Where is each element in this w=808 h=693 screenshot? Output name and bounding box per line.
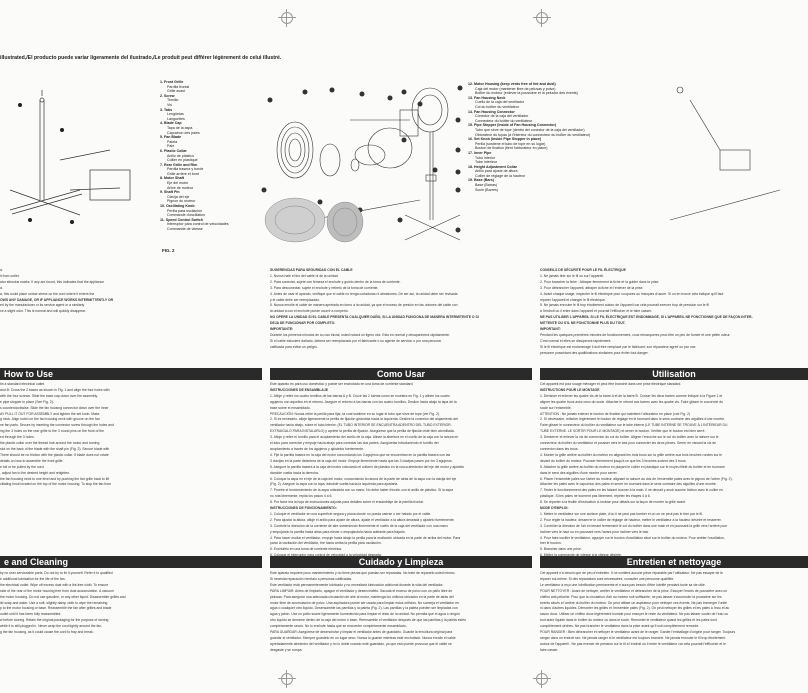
text-line: chiffon anti-peluche. Pour que la circulation d'air au moteur soit suffisante, ne pas laisser s'accumuler la poussière sur les bbox=[540, 594, 722, 599]
english-cord-safety bbox=[0, 268, 262, 378]
text-line: 3. Desserrer et enlever la vis de connexion du col du boîtier. Aligner l'encoche sur le col du boîtier avec la rainure sur le bbox=[540, 435, 719, 440]
text-line: Este ventilador está permanentemente lubricado y no necesitará lubricación adicional durante la vida del ventilador. bbox=[270, 582, 444, 587]
text-line: Attacher les pales avec le capuchon des pales et serrer en tournant dans le sens contraire des aiguilles d'une montre. bbox=[540, 482, 717, 487]
text-line: 3. Pour débrancher l'appareil, attraper la fiche et l'enlever de la prise. bbox=[540, 285, 644, 290]
part-name-es: Parrilla frontal bbox=[167, 84, 190, 89]
part-name: 2. Screw bbox=[160, 93, 175, 98]
part-name: 12. Motor Housing (keep vents free of lint and dust) bbox=[468, 82, 556, 86]
text-line: 2. Pour brancher la fiche : Attraper fermement la fiche et la guider dans la prise. bbox=[540, 279, 660, 284]
text-line: 5. Attacher la grille arrière au boîtier du moteur en plaçant le collier en plastique sur le moyeu fileté du boîtier et en tournant bbox=[540, 464, 725, 469]
text-line: 2. Para conectar, sujete con firmeza el enchufe y guíelo dentro de la toma de corriente. bbox=[270, 279, 401, 284]
text-line: ranger dans un endroit sec. Ne jamais ranger si le ventilateur est toujours branché. Ne jamais enrouler le fil trop étroitement bbox=[540, 635, 726, 640]
text-line: ild soap and water. Use a soft, slightly damp cloth to wipe the remaining bbox=[0, 600, 108, 605]
figure-label: FIG. 2 bbox=[162, 248, 175, 253]
text-line: C'est normal et elles se dissiperont rapidement. bbox=[540, 338, 612, 343]
part-name: 7. Rear Grille and Rim bbox=[160, 162, 198, 167]
text-line: and B. Cross the 2 bases as shown in Fig. 1 and align the four holes with bbox=[0, 387, 110, 392]
part-name-fr: Socle (Barres) bbox=[475, 187, 498, 192]
text-line: réparer l'appareil et changer le fil électrique. bbox=[540, 297, 606, 302]
text-line: the electrical outlet. Wipe off excess dust with a lint-free cloth. To ensure bbox=[0, 582, 109, 587]
text-line: 6. Coloque la aspa en el eje de la caja del motor, concordando la ranura de la parte de atrás de la aspa con la clavija del eje bbox=[270, 476, 457, 481]
text-line: s counterclockwise. Slide the fan housing connector down over the inner bbox=[0, 405, 109, 410]
part-name-es: Tubo que sirve de tope (dentro del conector de la caja del ventilador) bbox=[475, 127, 585, 132]
text-line: the fan housing neck to one level and by pushing the fan grille back to lift bbox=[0, 476, 110, 481]
text-line: POUR RANGER : Bien débrancher et nettoyer le ventilateur avant de le ranger. Garder l'emballage d'origine pour ranger. Toujours bbox=[540, 630, 736, 635]
part-name-es: Anillo de plástico bbox=[167, 153, 194, 158]
text-line: base sobre el ensamblado. bbox=[270, 405, 311, 410]
part-name-fr: Grille arrière et bord bbox=[167, 171, 199, 176]
text-line: ni dans d'autres liquides. Démonter les grilles et l'ensemble pales (Fig. 2). On peut nettoyer les grilles et les pales à l'eau et au bbox=[540, 606, 730, 611]
part-name: 19. Base (Bars) bbox=[468, 178, 494, 183]
text-line: Este aparato es para uso doméstico y puede ser enchufado en una toma de corriente standard. bbox=[270, 382, 414, 386]
text-line: POUR NETTOYER : Avant de nettoyer, arrêter le ventilateur et débrancher de la prise. Essuyer l'excès de poussière avec un bbox=[540, 588, 728, 593]
text-line: ventilador hacia abajo, sobre el tubo interior. (EL TUBO INTERIOR SE ENCUENTRA ADENTRO DEL TUBO EXTERIOR. bbox=[270, 423, 452, 428]
text-line: 2. Pour régler la hauteur, desserrer le collier de réglage de hauteur, mettre le ventilateur à la hauteur désirée et resserrer. bbox=[540, 517, 722, 522]
text-line: Durante los primeros minutos de su uso inicial, usted notará un ligero olor. Esto es normal y desaparecerá rápidamente. bbox=[270, 332, 450, 337]
text-line: g the fan housing, as it could cause the cord to fray and break. bbox=[0, 630, 94, 635]
part-name-fr: Bouton de fixation (tient l'obturateur en place) bbox=[475, 146, 548, 151]
part-name-fr: Connecteur du boîtier du ventilateur bbox=[475, 118, 533, 123]
part-name: 9. Shaft Pin bbox=[160, 190, 180, 195]
text-line: , adjust fan to the desired height and retighten. bbox=[0, 470, 70, 475]
part-name-fr: Obturateur du tuyau (à l'intérieur du connecteur du boîtier du ventilateur) bbox=[475, 132, 591, 137]
part-name-fr: Tube intérieur bbox=[475, 160, 498, 165]
text-line: guardar el ventilador. Siempre guárdelo en un lugar seco. Nunca lo guarde mientras esté enchufado. Nunca enrolle el cable bbox=[270, 635, 456, 640]
text-line: 1. Ne jamais tirer sur le fil ou sur l'appareil. bbox=[540, 273, 604, 278]
text-line: à l'endroit où il entre dans l'appareil et pourrait l'effilocher et le faire casser. bbox=[540, 309, 652, 314]
part-name: 3. Tabs bbox=[160, 107, 173, 112]
text-line: évents situés à l'arrière du boîtier du moteur. On peut utiliser un aspirateur pour nettoyer ces évents. Ne pas immerger l'unité bbox=[540, 600, 727, 605]
text-line: d. bbox=[0, 285, 3, 290]
text-line: réparer soi-même. Si des réparations sont nécessaires, consulter une personne qualifiée. bbox=[540, 576, 675, 581]
part-name-es: Base (Barras) bbox=[475, 183, 498, 188]
text-line: AY PULL IT OUT FOR ASSEMBLY and tighten the set knob. Make bbox=[0, 411, 100, 416]
text-line: desgaste y se rompa. bbox=[270, 647, 303, 652]
part-name: 6. Plastic Collar bbox=[160, 148, 187, 153]
text-line: Si necesita reparación remítalo a personas calificadas. bbox=[270, 576, 353, 581]
registration-mark-top-left bbox=[281, 12, 293, 24]
text-line: aligner les quatre trous avec ceux du socle. Attacher le rebord aux barres avec les quatre vis. Faire glisser le couvercle du bbox=[540, 399, 723, 404]
assembly-illustration-right bbox=[660, 70, 808, 250]
text-line: agujeros con aquellos en el retorno. Asegure el retorno a las barras con los cuatro tornillos. Deslice hacia abajo la tapa de la bbox=[270, 399, 457, 404]
text-line: Le ventilateur a reçu une lubrification permanente et n'aura pas besoin d'être lubrifié pendant toute sa vie utile. bbox=[540, 582, 706, 587]
text-line: g neck. Align notch on the fan housing neck with groove on the fan bbox=[0, 417, 100, 422]
text-line: IMPORTANTE: bbox=[270, 327, 294, 332]
part-name-fr: Col du boîtier du ventilateur bbox=[475, 104, 519, 109]
text-line: 5. Ne jamais enrouler le fil trop étroitement autour de l'appareil car cela pourrait exercer trop de pression sur le fil bbox=[540, 303, 709, 308]
text-line: slot on the back of the blade with the shaft pin (Fig. 2). Secure blade with bbox=[0, 446, 110, 451]
text-line: connexion dans les trous. bbox=[540, 446, 579, 451]
parts-list-left bbox=[160, 80, 255, 232]
part-name-es: Tornillo bbox=[167, 98, 179, 103]
text-line: 4. Fije la parrilla trasera en la caja del motor concordando los 3 agujeros que se encuentran en la parrilla trasera con las bbox=[270, 452, 451, 457]
part-name-fr: Vis bbox=[167, 102, 172, 107]
text-line: personne possédant des qualifications similaires pour éviter tout danger. bbox=[540, 350, 649, 355]
product-disclaimer: illustrated,/El producto puede variar ligeramente del ilustrado,/Le produit peut différer légèrement de celui illustré. bbox=[0, 55, 282, 61]
text-line: IMPORTANT: bbox=[540, 327, 561, 332]
text-line: There should be no friction with the plastic collar. If blade does not rotate bbox=[0, 452, 109, 457]
text-line: Si le fil électrique est endommagé il doit être remplacé par le fabricant, son réparateur agréé ou par une bbox=[540, 344, 696, 349]
french-cord-safety bbox=[540, 268, 808, 368]
text-line: 5. Enchúfelo en una toma de corriente eléctrica. bbox=[270, 547, 342, 552]
text-line: Pendant les quelques premières minutes de fonctionnement, vous remarquerez peut-être un peu de fumée et une petite odeur. bbox=[540, 332, 731, 337]
text-line: NE PAS UTILISER L'APPAREIL SI LE FIL ÉLECTRIQUE EST ENDOMMAGÉ, SI L'APPAREIL NE FONCTIONNE QUE DE FAÇON INTER- bbox=[540, 315, 753, 320]
text-line: 7. Pruebe el funcionamiento de la aspa rotándola con su mano. No debe haber fricción con el anillo de plástico. Si la aspa bbox=[270, 488, 454, 493]
text-line: 3. Controle la dirección de la corriente de aire sosteniendo firmemente el cuello de la caja del ventilador con una mano bbox=[270, 523, 448, 528]
section-care-cleaning: e and Cleaning bbox=[0, 556, 262, 568]
part-name-es: Parrilla trasera y borde bbox=[167, 167, 204, 172]
text-line: connecteur du boîtier du ventilateur et pousser vers le bas pour connecter les deux pièces. Serrer en vissant la vis de bbox=[540, 441, 717, 446]
part-name-fr: Collier en plastique bbox=[167, 158, 198, 163]
part-name-fr: Boîtier du moteur (enlever la poussière et la peluche des évents) bbox=[475, 91, 578, 96]
text-line: calificada para evitar un peligro. bbox=[270, 344, 318, 349]
text-line: 8. Se reporter à la feuille d'instruction ci-incluse pour détails sur la façon de monter la grille avant. bbox=[540, 500, 686, 505]
text-line: ing the 3 holes on the rear grille to the 3 round pins on the front of the bbox=[0, 429, 105, 434]
part-name-es: Anillo para ajuste de altura bbox=[475, 169, 518, 174]
text-line: outlet until it has been fully reassembled. bbox=[0, 612, 62, 617]
english-care-text bbox=[0, 571, 262, 686]
text-line: devant du boîtier du moteur. Pousser fermement jusqu'à ce que les 3 broches sortent des 3 trous. bbox=[540, 458, 687, 463]
part-name-es: Paleta bbox=[167, 139, 178, 144]
text-line: MODE D'EMPLOI: bbox=[540, 506, 569, 511]
text-line: 1. Nunca hale el tiro del cable ni de la unidad. bbox=[270, 273, 339, 278]
english-how-to-use-text bbox=[0, 382, 262, 550]
text-line: tin a standard electrical outlet. bbox=[0, 382, 46, 386]
part-name-fr: Commande de vitesse bbox=[167, 227, 203, 231]
text-line: 4. Para hacer oscilar el ventilador, empuje hacia abajo la perilla para la oscilación ubicada en la parte de arriba del motor. Para bbox=[270, 535, 461, 540]
assembly-illustration-left bbox=[0, 70, 150, 250]
registration-mark-top-right bbox=[536, 12, 548, 24]
text-line: dándole vuelta hacia la derecha. bbox=[270, 470, 319, 475]
part-name-fr: Arbre de moteur bbox=[167, 185, 193, 190]
text-line: dans le sens des aiguilles d'une montre pour serrer. bbox=[540, 470, 618, 475]
text-line: PARA GUARDAR: Asegúrese de desenchufar y limpiar el ventilador antes de guardarlo. Guarde la envoltura original para bbox=[270, 630, 453, 635]
text-line: CONSEILS DE SÉCURITÉ POUR LE FIL ÉLECTRIQUE bbox=[540, 268, 626, 272]
text-line: 1. Mettre le ventilateur sur une surface plate, d'où il ne peut pas tomber et où on ne peut pas le tirer par le fil. bbox=[540, 511, 703, 516]
text-line: la unidad a con el enchufe puede ocurrir a romperlo. bbox=[270, 309, 349, 314]
text-line: parar la oscilación del ventilador, tire hacia arriba la perilla para oscilación. bbox=[270, 541, 382, 546]
section-como-usar: Como Usar bbox=[270, 368, 532, 380]
text-line: with the four screws. Slide the base cap down over the assembly. bbox=[0, 393, 98, 398]
part-name-es: Cuello de la caja del ventilador bbox=[475, 100, 524, 105]
text-line: 3. Afloje y retire el tornillo para el acoplamiento del cuello de la caja. Alinee la abertura en el cuello de la caja con la ranura en bbox=[270, 435, 459, 440]
text-line: INSTRUCCIONES DE FUNCIONAMIENTO: bbox=[270, 506, 337, 511]
text-line: TUBE EXTERNE. LE SORTIR POUR LE MONTAGE) et serrer le bouton. Vérifier que le bouton est bien serré. bbox=[540, 429, 706, 434]
text-line: 3. Para desconectar, sujete el enchufe y retírelo de la toma de corriente. bbox=[270, 285, 379, 290]
text-line: e pipe stopper in place (See Fig. 2). bbox=[0, 399, 54, 404]
part-name-es: Tapa de la aspa bbox=[167, 125, 193, 130]
part-name-es: Caja del motor (mantener libre de pelusas y polvo) bbox=[475, 86, 556, 91]
section-cuidado-limpieza: Cuidado y Limpieza bbox=[270, 556, 532, 568]
text-line: ne fan parts. Secure by inserting the connector screw through the holes and bbox=[0, 423, 114, 428]
text-line: it from outlet. bbox=[0, 273, 20, 278]
part-name-fr: Commande d'oscillation bbox=[167, 213, 206, 218]
text-line: p to the motor housing or base. Reassemble the fan after grilles and blade bbox=[0, 606, 112, 611]
text-line: w before storing. Retain the original packaging for the purpose of storing bbox=[0, 618, 109, 623]
text-line: the motor housing. Do not use gasoline, or any other liquid. Disassemble grilles and bbox=[0, 594, 126, 599]
text-line: 5. Nunca enrolle el cable de manera apretada en torno a la unidad, ya que el exceso de presión en las uniones del cable con bbox=[270, 303, 458, 308]
part-name-fr: Capuchon des pales bbox=[167, 130, 200, 135]
text-line: INSTRUCTIONS POUR LE MONTAGE bbox=[540, 387, 600, 392]
text-line: autour de l'appareil . Ne pas exercer de pression sur le fil à l'endroit où il entre le ventilateur car cela pourrait l'effilocher et le bbox=[540, 641, 726, 646]
text-line: pelusas. Para asegurar una adecuada circulación de aire al motor, mantenga los orificios ubicados en la parte de atrás del bbox=[270, 594, 454, 599]
spanish-cord-safety bbox=[270, 268, 532, 368]
text-line: acoplamiento a través de los agujeros y ajústelos fuertemente. bbox=[270, 446, 365, 451]
text-line: otro líquido se derrame dentro de la caja del motor ó base. Reensamble el ventilador después de que las parrillas y la paleta estén bbox=[270, 618, 467, 623]
text-line: motor libre de acumulación de polvo. Una aspiradora puede ser usada para limpiar estos orificios. No sumerja el ventilador en bbox=[270, 600, 460, 605]
part-name: 10. Oscillating Knob bbox=[160, 204, 195, 209]
part-name-fr: Collier de réglage de la hauteur bbox=[475, 173, 526, 178]
text-line: d. bbox=[0, 268, 3, 272]
text-line: Cet appareil n'a besoin que de peu d'entretien. Il ne contient aucune pièce réparable par l'utilisateur. Ne pas essayer de le bbox=[540, 571, 723, 575]
part-name-fr: Pale bbox=[167, 144, 175, 149]
text-line: Faire glisser le connecteur du boîtier du ventilateur sur le tube interne (LE TUBE INTERNE SE TROUVE À L'INTÉRIEUR DU bbox=[540, 423, 728, 428]
part-name: 16. Set Knob (Inside Pipe Stopper in place) bbox=[468, 137, 542, 142]
text-line: 1. Coloque el ventilador en una superficie segura y plana donde no pueda caerse o ser halado por el cable. bbox=[270, 511, 432, 516]
part-name-es: Clavija del eje bbox=[167, 194, 190, 199]
text-line: while it is still plugged in. Never wrap the cord tightly around the fan, bbox=[0, 624, 103, 629]
part-name: 4. Blade Cap bbox=[160, 121, 182, 126]
text-line: 4. Avant chaque usage, inspecter le fil électrique pour coupures ou marques d'usure. Si on en trouve cela indique qu'il faut bbox=[540, 291, 724, 296]
text-line: no rota libremente, repita los pasos 4 a 6. bbox=[270, 494, 333, 499]
text-line: PRECAUCIÓN: Nunca retire la perilla para fijar, ta cual sostiene en su lugar el tubo que sirve de tope (ver Fig. 2). bbox=[270, 411, 440, 416]
text-line: MITTENTE OU S'IL NE FONCTIONNE PLUS DU TOUT. bbox=[540, 321, 626, 326]
text-line: ed through the 3 holes. bbox=[0, 435, 35, 440]
text-line: ce a slight odor. This is normal and will quickly disappear. bbox=[0, 309, 86, 314]
text-line: ator stimulus marks. If any are found, this indicates that the appliance bbox=[0, 279, 105, 284]
spanish-how-to-use-text bbox=[270, 382, 532, 550]
text-line: 5. Brancher dans une prise. bbox=[540, 547, 582, 552]
text-line: OWS ANY DAMAGE, OR IF APPLIANCE WORKS INTERMITTENTLY OR bbox=[0, 297, 114, 302]
section-how-to-use: How to Use bbox=[0, 368, 262, 380]
text-line: y el cable debe ser reemplazado. bbox=[270, 297, 320, 302]
text-line: 3 clavijas en la parte delantera de la caja del motor. Empuje firmemente hasta que las 3 clavijas pasen por los 3 agujeros. bbox=[270, 458, 453, 463]
text-line: 4. Pour faire osciller le ventilateur, appuyer sur le bouton d'oscillation situé sur le boîtier du moteur. Pour arrêter l'oscillation, bbox=[540, 535, 725, 540]
part-name-es: Conector de la caja del ventilador bbox=[475, 114, 529, 119]
text-line: 2. Para ajustar la altura, afloje el anillo para ajuste de altura, ajuste el ventilador a la altura deseada y ajústelo fuertemente. bbox=[270, 517, 455, 522]
text-line: Si el cable estuviere dañado, deberá ser reemplazado por el fabricante o su agente de servicio o por una persona bbox=[270, 338, 441, 343]
text-line: 7. Tester le fonctionnement des pales en les faisant tourner à la main. Il ne devrait y avoir aucune friction avec le collier en bbox=[540, 488, 723, 493]
part-name: 18. Height Adjustment Collar bbox=[468, 164, 517, 169]
text-line: faire casser. bbox=[540, 647, 559, 652]
part-name-fr: Languettes bbox=[167, 116, 185, 121]
french-care-text bbox=[540, 571, 808, 686]
text-line: details on how to assemble the front grille. bbox=[0, 458, 64, 463]
text-line: EXTRAIGALO PARA INSTALARLO) y apriete la perilla de fijación. Asegúrese que la perilla de fijación esté bien atornillada. bbox=[270, 429, 455, 434]
text-line: 1. Dévisser et enlever les quatre vis de la barre A et de la barre B. Croiser les deux barres comme indiqué à la Figure 1 et bbox=[540, 393, 723, 398]
spanish-care-text bbox=[270, 571, 532, 686]
text-line: 1. Afloje y retire los cuatro tornillos de las barras A y B. Cruce las 2 barras como se muestra en Fig. 1 y alinee los cuatro bbox=[270, 393, 450, 398]
section-entretien-nettoyage: Entretien et nettoyage bbox=[540, 556, 808, 568]
text-line: 8. Por favor lea la hoja de instrucciones adjunta para detalles sobre el ensamblaje de la parrilla frontal. bbox=[270, 500, 424, 505]
text-line: 2. Si es necesario, afloje ligeramente la perilla de fijación girándola hacia la izquierda. Deslice la conexión del alojamiento del bbox=[270, 417, 458, 422]
text-line: ATTENTION : Ne jamais enlever le bouton de fixation qui maintient l'obturateur en place (voir Fig. 2) bbox=[540, 411, 691, 416]
part-name-fr: Pignon du moteur bbox=[167, 199, 196, 204]
text-line: tirer le bouton. bbox=[540, 541, 562, 546]
text-line: DEJA DE FUNCIONAR POR COMPLETO. bbox=[270, 321, 336, 326]
part-name-es: Interruptor para control de velocidades bbox=[167, 222, 229, 227]
text-line: 4. Monter la grille arrière au boîtier du moteur en alignant les trois trous sur la grille arrière aux trois broches rondes sur le bbox=[540, 452, 723, 457]
text-line: 2. Si nécessaire, relâcher légèrement le bouton de réglage en le tournant dans le sens contraire des aiguilles d'une montre. bbox=[540, 417, 725, 422]
text-line: PARA LIMPIAR: Antes de limpiarlo, apague el ventilador y desenchúfelo. Sacuda el exceso de polvo con un paño libre de bbox=[270, 588, 453, 593]
part-name: 13. Fan Housing Neck bbox=[468, 95, 506, 100]
part-name: 17. Inner Pipe bbox=[468, 150, 492, 155]
part-name: 5. Fan Blade bbox=[160, 135, 182, 140]
text-line: plastique. Si les pales ne tournent pas librement, répéter les étapes 4 à 6. bbox=[540, 494, 651, 499]
text-line: el tubo para conectar y empuje hacia abajo para conectar las dos partes. Asegúrelas introduciendo el tornillo del bbox=[270, 441, 439, 446]
text-line: y empujando la parrilla hacia atrás para elevar o empujándola hacia adelante para bajarlo. bbox=[270, 529, 406, 534]
text-line: 5. Asegure la parrilla trasera a la caja del motor colocando el collarín de plástico en la rosca alrededor del eje del motor y ajústelo bbox=[270, 464, 465, 469]
part-name-es: Tubo interior bbox=[475, 155, 496, 160]
text-line: 4. Antes de usar el aparato, verifique que el cable no tenga cortaduras ni abrasiones. De ser así, la unidad debe ser revisada bbox=[270, 291, 458, 296]
text-line: apretadamente alrededor del ventilador y no lo doble cuando esté guardado, ya que esto puede provocar que el cable se bbox=[270, 641, 452, 646]
part-name: 8. Motor Shaft bbox=[160, 176, 184, 181]
part-name-es: Perilla para oscilación bbox=[167, 208, 202, 213]
text-line: tout autre liquide dans le boîtier du moteur ou dans le socle. Remonter le ventilateur quand les grilles et les pales sont bbox=[540, 618, 717, 623]
text-line: Este aparato requiere poco mantenimiento y no tiene piezas que puedan ser reparadas. No trate de repararlo usted mismo. bbox=[270, 571, 456, 575]
section-utilisation: Utilisation bbox=[540, 368, 808, 380]
text-line: agua ó cualquier otro líquido. Desensamble las parrillas y la paleta (Fig. 2). Las parrillas y la paleta pueden ser limpiadas con bbox=[270, 606, 458, 611]
text-line: cillating knob located on the top of the motor housing. To stop the fan from bbox=[0, 482, 112, 487]
part-name-es: Perilla (sostiene el tubo de tope en su lugar) bbox=[475, 141, 546, 146]
text-line: ed by the manufacturer or its service agent or a similarly bbox=[0, 303, 85, 308]
part-name: 11. Speed Control Switch bbox=[160, 217, 203, 222]
text-line: SUGERENCIAS PARA SEGURIDAD CON EL CABLE bbox=[270, 268, 353, 272]
part-name-fr: Grille avant bbox=[167, 89, 186, 94]
text-line: savon doux. Utiliser un chiffon doux légèrement humide pour essuyer le reste du ventilateur. Ne pas laisser couler de l'eau ou bbox=[540, 612, 729, 617]
part-name: 14. Fan Housing Connector bbox=[468, 109, 515, 114]
text-line: completamente secos. No lo enchufe hasta que se encuentre completamente ensamblado. bbox=[270, 624, 407, 629]
text-line: by no user serviceable parts. Do not try to fix it yourself. Refer it to qualified bbox=[0, 571, 113, 575]
text-line: 6. Placer l'ensemble pales sur l'arbre du moteur, alignant la rainure au dos de l'ensemble pales avec le pignon de l'arbre (Fig. 2). bbox=[540, 476, 733, 481]
text-line: e additional lubrication for the life of the fan. bbox=[0, 576, 66, 581]
part-name: 15. Pipe Stopper (Inside of Fan Housing Connector) bbox=[468, 123, 557, 128]
text-line: Cet appareil est pour usage ménager et peut être branché dans une prise électrique standard. bbox=[540, 382, 682, 386]
part-name-es: Eje del motor bbox=[167, 181, 189, 186]
text-line: socle sur l'ensemble. bbox=[540, 405, 572, 410]
text-line: side of the rear of the motor housing free from dust accumulation. A vacuum bbox=[0, 588, 114, 593]
french-how-to-use-text bbox=[540, 382, 808, 550]
text-line: a, this could place undue stress on the cord where it enters the bbox=[0, 291, 95, 296]
text-line: agua y jabón. Use un paño suave ligeramente humedecido para limpiar el resto de la unidad. No permita que el agua ó ningún bbox=[270, 612, 460, 617]
parts-list-right bbox=[468, 82, 603, 192]
text-line: NO OPERE LA UNIDAD SI EL CABLE PRESENTA CUALQUIER DAÑO, SI LA UNIDAD FUNCIONA DE MANERA INTERMITENTE O SI bbox=[270, 315, 479, 320]
part-name-es: Lengüetas bbox=[167, 112, 184, 117]
text-line: the plastic collar over the thread hub around the motor and turning bbox=[0, 441, 100, 446]
text-line: complètement sèches. Ne pas brancher le ventilateur dans la prise avant qu'il soit complètement remonté. bbox=[540, 624, 700, 629]
text-line: incliner vers le haut ou en poussant vers l'avant pour incliner vers le bas. bbox=[540, 529, 650, 534]
text-line: (Fig. 2). Asegure la aspa con la tapa, dándole vuelta hacia la izquierda para ajustarla. bbox=[270, 482, 399, 487]
text-line: 3. Contrôler la direction de l'air en tenant fermement le col du boîtier dans une main et en poussant la grille vers l'arrière pour bbox=[540, 523, 728, 528]
text-line: e full or be pulled by the cord. bbox=[0, 464, 45, 469]
text-line: INSTRUCCIONES DE ENSAMBLAJE bbox=[270, 387, 329, 392]
part-name: 1. Front Grille bbox=[160, 80, 184, 84]
